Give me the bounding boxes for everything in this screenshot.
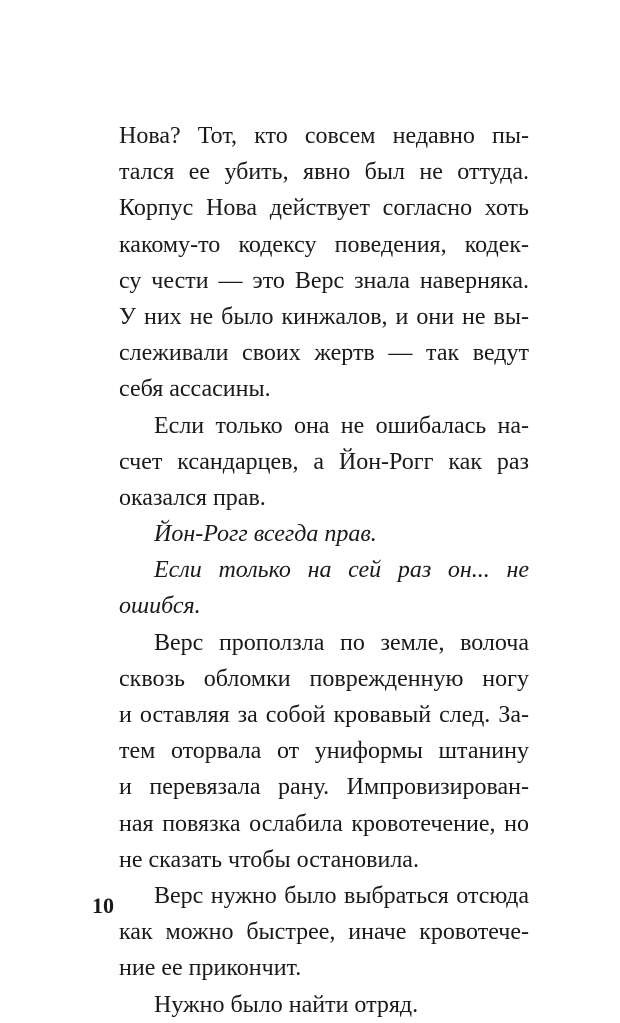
text-line: Нужно было найти отряд. (154, 991, 419, 1018)
text-line: тем оторвала от униформы штанину (119, 738, 529, 765)
text-line: оказался прав. (119, 484, 266, 511)
text-line: Верс нужно было выбраться отсюда (154, 882, 529, 909)
text-line: У них не было кинжалов, и они не вы- (119, 303, 529, 330)
text-line: ошибся. (119, 593, 201, 620)
text-line: и оставляя за собой кровавый след. За- (119, 702, 529, 728)
text-line: какому-то кодексу поведения, кодек- (119, 231, 529, 258)
text-line: слеживали своих жертв — так ведут (119, 340, 529, 367)
text-line: Если только на сей раз он... не (154, 557, 529, 584)
text-line: Верс проползла по земле, волоча (154, 629, 529, 656)
text-line: не сказать чтобы остановила. (119, 846, 419, 873)
text-line: как можно быстрее, иначе кровотече- (119, 919, 529, 946)
text-line: ние ее прикончит. (119, 955, 302, 982)
text-line: тался ее убить, явно был не оттуда. (119, 159, 529, 186)
text-line: ная повязка ослабила кровотечение, но (119, 810, 529, 837)
text-line: и перевязала рану. Импровизирован- (119, 774, 529, 801)
text-line: счет ксандарцев, а Йон-Рогг как раз (119, 448, 529, 475)
body-text (119, 118, 529, 1023)
text-line: сквозь обломки поврежденную ногу (119, 665, 529, 692)
text-line: су чести — это Верс знала наверняка. (119, 267, 529, 294)
text-line: Корпус Нова действует согласно хоть (119, 195, 529, 222)
text-line: себя ассасины. (119, 376, 271, 403)
text-line: Йон-Рогг всегда прав. (154, 521, 377, 548)
page-number: 10 (92, 893, 114, 918)
text-line: Если только она не ошибалась на- (154, 412, 529, 439)
text-line: Нова? Тот, кто совсем недавно пы- (119, 123, 529, 149)
